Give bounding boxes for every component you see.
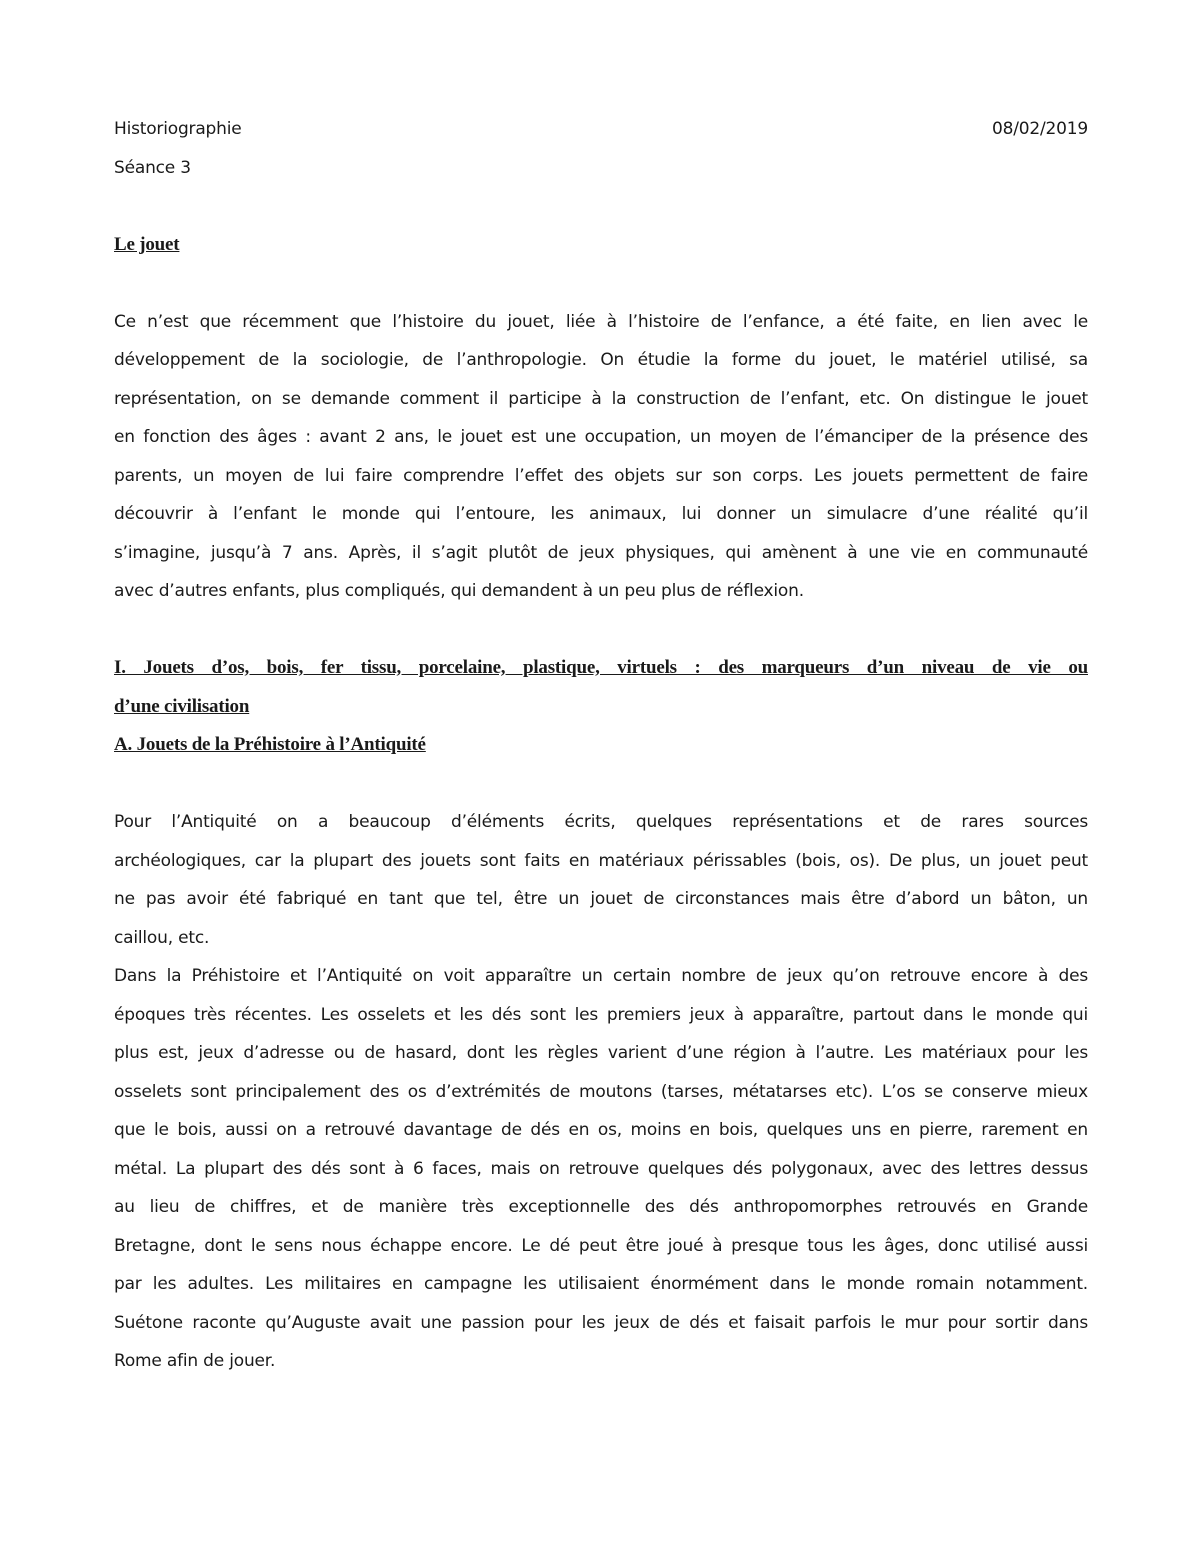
paragraph-line: archéologiques, car la plupart des jouets sont faits en matériaux périssables (bois, os). De plus, un jouet peut xyxy=(114,850,1088,871)
paragraph-line: plus est, jeux d’adresse ou de hasard, dont les règles varient d’une région à l’autre. Les matériaux pour les xyxy=(114,1043,1088,1063)
paragraph-line: Dans la Préhistoire et l’Antiquité on voit apparaître un certain nombre de jeux qu’on retrouve encore à des xyxy=(114,966,1088,986)
paragraph-line: représentation, on se demande comment il participe à la construction de l’enfant, etc. On distingue le jouet xyxy=(114,388,1088,409)
paragraph-line: époques très récentes. Les osselets et les dés sont les premiers jeux à apparaître, partout dans le monde qui xyxy=(114,1004,1088,1025)
session-label: Séance 3 xyxy=(114,157,191,178)
subsection-heading-a: A. Jouets de la Préhistoire à l’Antiquité xyxy=(114,734,426,755)
paragraph-line: au lieu de chiffres, et de manière très exceptionnelle des dés anthropomorphes retrouvés en Grande xyxy=(114,1197,1088,1217)
paragraph-line: Bretagne, dont le sens nous échappe encore. Le dé peut être joué à presque tous les âges, donc utilisé aussi xyxy=(114,1235,1088,1256)
heading-line: I. Jouets d’os, bois, fer tissu, porcelaine, plastique, virtuels : des marqueurs d’un niveau de vie ou xyxy=(114,657,1088,678)
heading-line: d’une civilisation xyxy=(114,695,250,717)
section-heading-1 xyxy=(114,649,1088,726)
paragraph-line: s’imagine, jusqu’à 7 ans. Après, il s’agit plutôt de jeux physiques, qui amènent à une vie en communauté xyxy=(114,542,1088,563)
document-date: 08/02/2019 xyxy=(992,119,1088,139)
paragraph-line: par les adultes. Les militaires en campagne les utilisaient énormément dans le monde romain notamment. xyxy=(114,1274,1088,1294)
paragraph-line: Pour l’Antiquité on a beaucoup d’éléments écrits, quelques représentations et de rares sources xyxy=(114,812,1088,832)
paragraph-line: ne pas avoir été fabriqué en tant que tel, être un jouet de circonstances mais être d’abord un bâton, un xyxy=(114,889,1088,909)
course-name: Historiographie xyxy=(114,119,242,139)
paragraph-line: osselets sont principalement des os d’extrémités de moutons (tarses, métatarses etc). L’os se conserve mieux xyxy=(114,1081,1088,1102)
paragraph-line: parents, un moyen de lui faire comprendre l’effet des objets sur son corps. Les jouets permettent de faire xyxy=(114,465,1088,486)
paragraph-line: Rome afin de jouer. xyxy=(114,1351,276,1371)
paragraph-line: découvrir à l’enfant le monde qui l’entoure, les animaux, lui donner un simulacre d’une réalité qu’il xyxy=(114,504,1088,524)
paragraph-1 xyxy=(114,803,1088,957)
paragraph-line: en fonction des âges : avant 2 ans, le jouet est une occupation, un moyen de l’émanciper de la présence des xyxy=(114,427,1088,447)
spacer xyxy=(114,187,1088,226)
paragraph-line: Ce n’est que récemment que l’histoire du jouet, liée à l’histoire de l’enfance, a été faite, en lien avec le xyxy=(114,311,1088,332)
header-row xyxy=(114,110,1088,149)
paragraph-line: métal. La plupart des dés sont à 6 faces, mais on retrouve quelques dés polygonaux, avec des lettres dessus xyxy=(114,1158,1088,1179)
document-title: Le jouet xyxy=(114,233,180,255)
document-body xyxy=(114,110,1088,1381)
spacer xyxy=(114,765,1088,804)
paragraph-line: avec d’autres enfants, plus compliqués, qui demandent à un peu plus de réflexion. xyxy=(114,581,804,601)
spacer xyxy=(114,611,1088,650)
intro-paragraph xyxy=(114,303,1088,611)
spacer xyxy=(114,264,1088,303)
paragraph-2 xyxy=(114,957,1088,1381)
paragraph-line: caillou, etc. xyxy=(114,927,210,948)
paragraph-line: développement de la sociologie, de l’anthropologie. On étudie la forme du jouet, le matériel utilisé, sa xyxy=(114,350,1088,370)
paragraph-line: Suétone raconte qu’Auguste avait une passion pour les jeux de dés et faisait parfois le mur pour sortir dans xyxy=(114,1312,1088,1333)
paragraph-line: que le bois, aussi on a retrouvé davantage de dés en os, moins en bois, quelques uns en pierre, rarement en xyxy=(114,1120,1088,1140)
